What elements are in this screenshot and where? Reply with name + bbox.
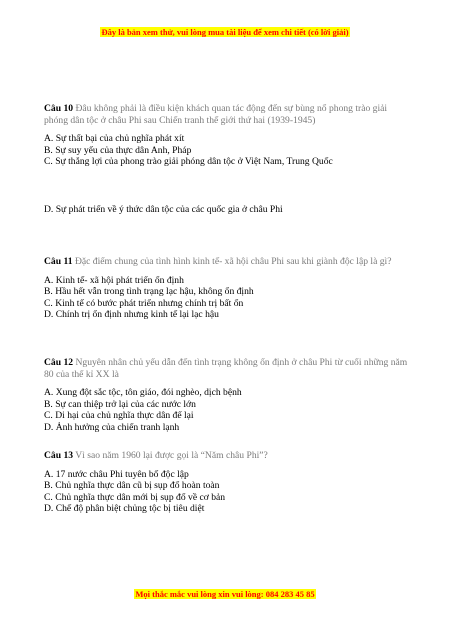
question-11-option-d: D. Chính trị ổn định nhưng kinh tế lại lạc hậu [44, 309, 219, 320]
question-12-option-d: D. Ảnh hưởng của chiến tranh lạnh [44, 421, 180, 433]
question-12-option-a: A. Xung đột sắc tộc, tôn giáo, đói nghèo, dịch bệnh [44, 387, 242, 398]
question-11 [44, 256, 410, 321]
question-11-label: Câu 11 [44, 256, 73, 267]
question-11-options [44, 275, 410, 321]
question-13-option-d: D. Chế độ phân biệt chủng tộc bị tiêu diệt [44, 503, 205, 514]
question-10-option-c: C. Sự thắng lợi của phong trào giải phóng dân tộc ở Việt Nam, Trung Quốc [44, 156, 333, 167]
question-12-title [44, 357, 410, 380]
question-13-option-c: C. Chủ nghĩa thực dân mới bị sụp đổ về cơ bản [44, 491, 226, 503]
question-12 [44, 357, 410, 433]
question-10-option-a: A. Sự thất bại của chủ nghĩa phát xít [44, 133, 185, 144]
question-13-label: Câu 13 [44, 450, 74, 461]
question-11-option-b: B. Hầu hết vẫn trong tình trạng lạc hậu, không ổn định [44, 286, 254, 297]
question-12-text: Nguyên nhân chủ yếu dẫn đến tình trạng không ổn định ở châu Phi từ cuối những năm 80 của thế kỉ XX là [44, 357, 408, 380]
question-11-option-c: C. Kinh tế có bước phát triển nhưng chính trị bất ổn [44, 297, 244, 309]
question-10-option-b: B. Sự suy yếu của thực dân Anh, Pháp [44, 144, 192, 156]
question-10 [44, 103, 410, 215]
question-12-option-b: B. Sự can thiệp trở lại của các nước lớn [44, 398, 196, 410]
question-10-title [44, 103, 410, 126]
question-11-option-a: A. Kinh tế- xã hội phát triển ổn định [44, 274, 184, 286]
question-13-option-a: A. 17 nước châu Phi tuyên bố độc lập [44, 468, 189, 480]
preview-notice-banner [0, 27, 450, 37]
question-13 [44, 450, 410, 515]
preview-notice-text: Đây là bản xem thử, vui lòng mua tài liệu để xem chi tiết (có lời giải) [101, 27, 349, 37]
question-10-label: Câu 10 [44, 103, 74, 114]
question-12-option-c: C. Di hại của chủ nghĩa thực dân để lại [44, 410, 194, 421]
question-13-text: Vì sao năm 1960 lại được gọi là “Năm châu Phi”? [75, 450, 268, 461]
contact-banner [0, 589, 450, 599]
question-10-options [44, 133, 410, 215]
question-10-text: Đâu không phải là điều kiện khách quan tác động đến sự bùng nổ phong trào giải phóng dân tộc ở châu Phi sau Chiến tranh thế giới thứ hai (1939-1945) [44, 103, 388, 126]
question-13-option-b: B. Chủ nghĩa thực dân cũ bị sụp đổ hoàn toàn [44, 480, 220, 491]
question-10-option-d: D. Sự phát triển về ý thức dân tộc của các quốc gia ở châu Phi [44, 203, 283, 215]
question-13-title [44, 450, 410, 462]
contact-text: Mọi thắc mắc vui lòng xin vui lòng: 084 283 45 85 [135, 589, 315, 599]
question-11-title [44, 256, 410, 268]
question-12-options [44, 387, 410, 433]
question-13-options [44, 469, 410, 515]
question-11-text: Đặc điểm chung của tình hình kinh tế- xã hội châu Phi sau khi giành độc lập là gì? [74, 256, 392, 267]
question-12-label: Câu 12 [44, 357, 74, 368]
